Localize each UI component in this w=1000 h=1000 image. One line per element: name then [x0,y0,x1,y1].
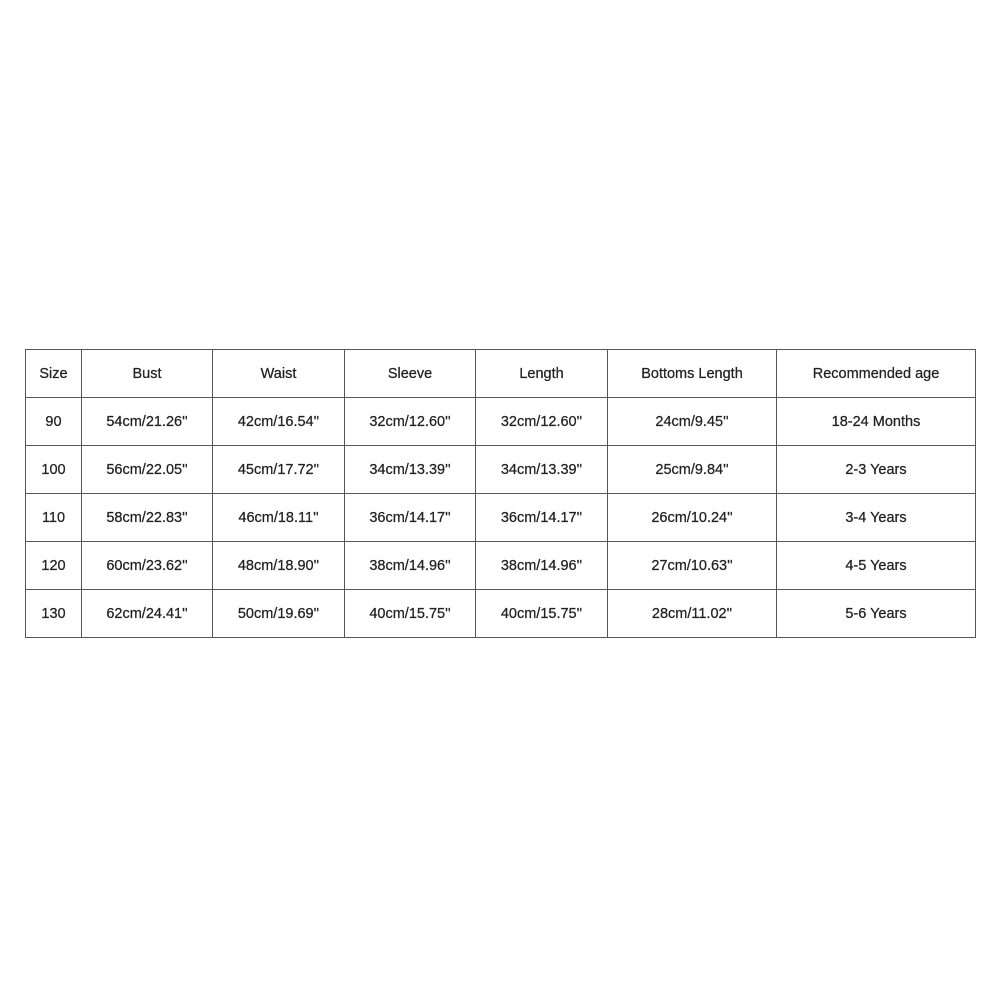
header-recommended-age: Recommended age [777,350,976,398]
cell-bottoms-length: 27cm/10.63'' [608,542,777,590]
cell-sleeve: 36cm/14.17'' [345,494,476,542]
cell-waist: 45cm/17.72'' [213,446,345,494]
table-row [26,542,976,590]
cell-recommended-age: 2-3 Years [777,446,976,494]
cell-sleeve: 34cm/13.39'' [345,446,476,494]
cell-recommended-age: 18-24 Months [777,398,976,446]
table-row [26,446,976,494]
cell-waist: 46cm/18.11'' [213,494,345,542]
table-row [26,590,976,638]
cell-size: 130 [26,590,82,638]
cell-bottoms-length: 26cm/10.24'' [608,494,777,542]
cell-waist: 42cm/16.54'' [213,398,345,446]
table-row [26,494,976,542]
cell-sleeve: 32cm/12.60'' [345,398,476,446]
cell-length: 38cm/14.96'' [476,542,608,590]
cell-sleeve: 40cm/15.75'' [345,590,476,638]
cell-bust: 58cm/22.83'' [82,494,213,542]
cell-waist: 48cm/18.90'' [213,542,345,590]
cell-size: 120 [26,542,82,590]
header-row [26,350,976,398]
header-bottoms-length: Bottoms Length [608,350,777,398]
table-row [26,398,976,446]
cell-size: 90 [26,398,82,446]
cell-bottoms-length: 24cm/9.45'' [608,398,777,446]
size-chart-table [25,349,976,638]
cell-bottoms-length: 28cm/11.02'' [608,590,777,638]
cell-size: 100 [26,446,82,494]
cell-sleeve: 38cm/14.96'' [345,542,476,590]
cell-length: 36cm/14.17'' [476,494,608,542]
cell-bust: 62cm/24.41'' [82,590,213,638]
cell-bust: 54cm/21.26'' [82,398,213,446]
cell-recommended-age: 5-6 Years [777,590,976,638]
header-sleeve: Sleeve [345,350,476,398]
cell-bust: 56cm/22.05'' [82,446,213,494]
header-waist: Waist [213,350,345,398]
cell-size: 110 [26,494,82,542]
cell-length: 40cm/15.75'' [476,590,608,638]
cell-length: 32cm/12.60'' [476,398,608,446]
cell-bust: 60cm/23.62'' [82,542,213,590]
header-bust: Bust [82,350,213,398]
cell-recommended-age: 3-4 Years [777,494,976,542]
cell-length: 34cm/13.39'' [476,446,608,494]
cell-waist: 50cm/19.69'' [213,590,345,638]
cell-bottoms-length: 25cm/9.84'' [608,446,777,494]
cell-recommended-age: 4-5 Years [777,542,976,590]
header-length: Length [476,350,608,398]
header-size: Size [26,350,82,398]
